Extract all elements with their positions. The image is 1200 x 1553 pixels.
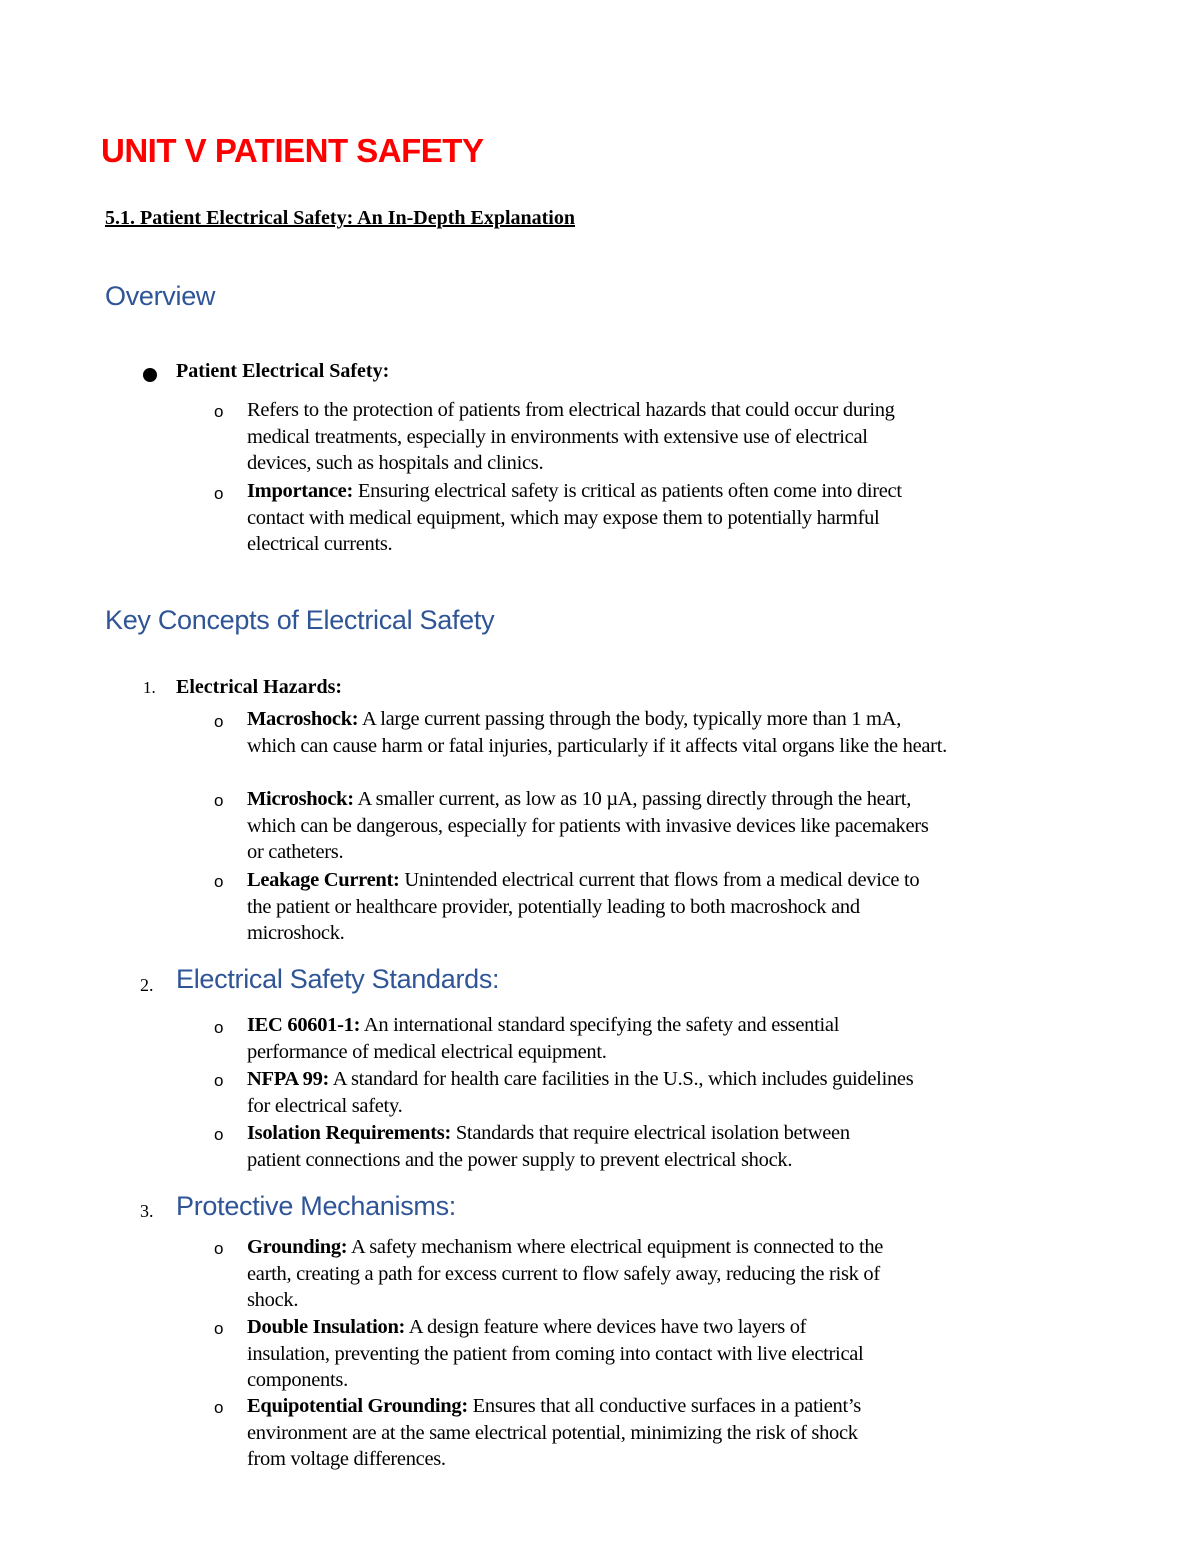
sub-bullet-icon: o [214,1319,224,1338]
list-item: Microshock: A smaller current, as low as 10 µA, passing directly through the heart, which can be dangerous, especially for patients with invasive devices like pacemakers or catheters. [247,788,929,863]
sub-bullet-icon: o [214,1239,224,1258]
sub-bullet-icon: o [214,872,224,891]
list-item: IEC 60601-1: An international standard specifying the safety and essential performance of medical electrical equipment. [247,1014,840,1063]
list-item: Refers to the protection of patients from electrical hazards that could occur during medical treatments, especially in environments with extensive use of electrical devices, such as hospitals and clinics. [247,399,895,474]
list-item: Leakage Current: Unintended electrical current that flows from a medical device to the patient or healthcare provider, potentially leading to both macroshock and microshock. [247,869,920,944]
bullet-dot-icon [143,368,157,382]
list-item: Equipotential Grounding: Ensures that all conductive surfaces in a patient’s environment are at the same electrical potential, minimizing the risk of shock from voltage differences. [247,1395,861,1470]
section-heading: 5.1. Patient Electrical Safety: An In-Depth Explanation [105,207,575,229]
list-item: Importance: Ensuring electrical safety is critical as patients often come into direct contact with medical equipment, which may expose them to potentially harmful electrical currents. [247,480,902,555]
key-concepts-heading: Key Concepts of Electrical Safety [105,605,495,635]
sub-bullet-icon: o [214,1125,224,1144]
list-item: NFPA 99: A standard for health care facilities in the U.S., which includes guidelines for electrical safety. [247,1068,914,1117]
sub-bullet-icon: o [214,484,224,503]
sub-bullet-icon: o [214,402,224,421]
section-title: Protective Mechanisms: [176,1191,456,1221]
section-title: Electrical Hazards: [176,676,343,698]
list-item: Grounding: A safety mechanism where electrical equipment is connected to the earth, creating a path for excess current to flow safely away, reducing the risk of shock. [247,1236,884,1311]
section-number: 1. [143,678,156,697]
section-title: Electrical Safety Standards: [176,964,500,994]
list-item: Double Insulation: A design feature where devices have two layers of insulation, preventing the patient from coming into contact with live electrical components. [247,1316,864,1391]
sub-bullet-icon: o [214,791,224,810]
sub-bullet-icon: o [214,712,224,731]
unit-title: UNIT V PATIENT SAFETY [101,132,484,169]
list-item: Macroshock: A large current passing through the body, typically more than 1 mA, which can cause harm or fatal injuries, particularly if it affects vital organs like the heart. [247,708,947,757]
list-item: Isolation Requirements: Standards that require electrical isolation between patient connections and the power supply to prevent electrical shock. [247,1122,850,1171]
overview-bullet-label: Patient Electrical Safety: [176,360,390,382]
sub-bullet-icon: o [214,1018,224,1037]
section-number: 2. [140,975,154,995]
sub-bullet-icon: o [214,1398,224,1417]
overview-heading: Overview [105,281,216,311]
sub-bullet-icon: o [214,1071,224,1090]
section-number: 3. [140,1201,154,1221]
